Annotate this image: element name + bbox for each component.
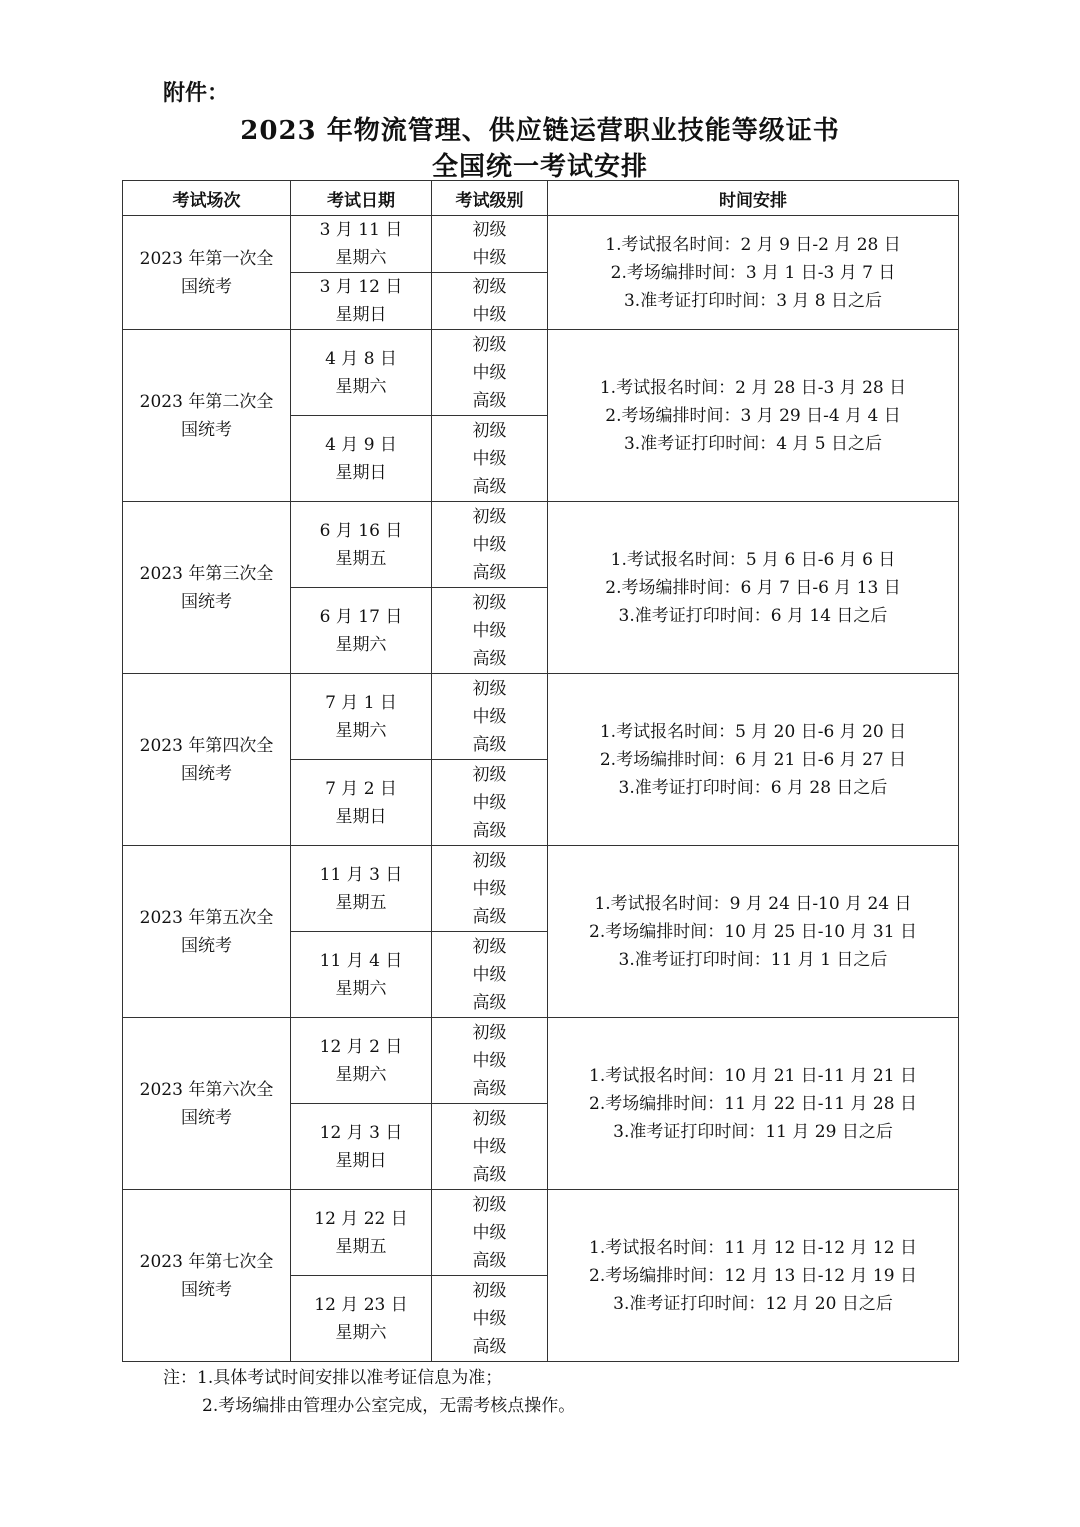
schedule-line: 2.考场编排时间：10 月 25 日-10 月 31 日	[589, 921, 917, 942]
exam-level: 高级	[472, 1336, 507, 1357]
exam-date-cell	[291, 216, 432, 273]
exam-level: 中级	[472, 1222, 507, 1243]
table-row	[123, 330, 959, 416]
exam-weekday: 星期五	[335, 892, 387, 913]
session-name-line2: 国统考	[181, 276, 232, 297]
exam-level: 高级	[472, 734, 507, 755]
exam-level: 初级	[472, 334, 507, 355]
header-schedule: 时间安排	[548, 181, 959, 216]
exam-level-cell	[432, 588, 548, 674]
exam-date: 7 月 2 日	[325, 778, 397, 799]
exam-level: 初级	[472, 1022, 507, 1043]
exam-date-cell	[291, 674, 432, 760]
exam-level: 初级	[472, 277, 507, 297]
schedule-cell	[548, 502, 959, 674]
exam-date-cell	[291, 330, 432, 416]
exam-date-cell	[291, 502, 432, 588]
schedule-line: 3.准考证打印时间：6 月 28 日之后	[618, 777, 888, 798]
schedule-line: 3.准考证打印时间：4 月 5 日之后	[623, 433, 883, 454]
exam-level: 高级	[472, 820, 507, 841]
exam-level: 高级	[472, 390, 507, 411]
exam-level: 初级	[472, 936, 507, 957]
exam-weekday: 星期六	[335, 1064, 387, 1085]
exam-level: 初级	[472, 678, 507, 699]
session-name-line2: 国统考	[181, 419, 232, 440]
exam-level: 初级	[472, 1194, 507, 1215]
header-session: 考试场次	[123, 181, 291, 216]
exam-level-cell	[432, 760, 548, 846]
schedule-cell	[548, 1018, 959, 1190]
exam-level-cell	[432, 502, 548, 588]
header-level: 考试级别	[432, 181, 548, 216]
table-row	[123, 1018, 959, 1104]
session-name-line2: 国统考	[181, 1107, 232, 1128]
document-title-line2: 全国统一考试安排	[431, 152, 648, 182]
exam-level: 高级	[472, 1164, 507, 1185]
exam-level: 中级	[472, 878, 507, 899]
exam-weekday: 星期五	[335, 548, 387, 569]
session-cell	[123, 1018, 291, 1190]
session-name-line2: 国统考	[181, 1279, 232, 1300]
session-name-line1: 2023 年第一次全	[139, 248, 274, 269]
schedule-line: 2.考场编排时间：11 月 22 日-11 月 28 日	[589, 1093, 917, 1114]
exam-level: 中级	[472, 1136, 507, 1157]
exam-level: 高级	[472, 1250, 507, 1271]
exam-weekday: 星期六	[335, 978, 387, 999]
session-name-line1: 2023 年第二次全	[139, 391, 274, 412]
exam-level: 初级	[472, 1108, 507, 1129]
exam-weekday: 星期六	[335, 634, 387, 655]
schedule-cell	[548, 1190, 959, 1362]
schedule-cell	[548, 674, 959, 846]
attachment-label: 附件：	[163, 80, 230, 106]
exam-level: 初级	[472, 850, 507, 871]
schedule-cell	[548, 846, 959, 1018]
exam-level: 中级	[472, 964, 507, 985]
schedule-line: 3.准考证打印时间：12 月 20 日之后	[613, 1293, 893, 1314]
exam-date-cell	[291, 273, 432, 330]
exam-level: 中级	[472, 248, 507, 268]
notes	[163, 1364, 575, 1420]
exam-level-cell	[432, 674, 548, 760]
exam-date: 12 月 3 日	[319, 1122, 403, 1143]
schedule-line: 1.考试报名时间：11 月 12 日-12 月 12 日	[589, 1237, 917, 1258]
header-date: 考试日期	[291, 181, 432, 216]
exam-level: 中级	[472, 792, 507, 813]
schedule-line: 1.考试报名时间：9 月 24 日-10 月 24 日	[594, 893, 912, 914]
exam-weekday: 星期六	[335, 720, 387, 741]
exam-level: 中级	[472, 620, 507, 641]
exam-level: 中级	[472, 534, 507, 555]
session-name-line2: 国统考	[181, 763, 232, 784]
exam-weekday: 星期日	[335, 806, 387, 827]
exam-level: 中级	[472, 1308, 507, 1329]
exam-date-cell	[291, 1104, 432, 1190]
exam-level: 初级	[472, 592, 507, 613]
exam-weekday: 星期六	[335, 248, 387, 268]
session-name-line2: 国统考	[181, 591, 232, 612]
exam-date-cell	[291, 932, 432, 1018]
schedule-line: 1.考试报名时间：2 月 28 日-3 月 28 日	[599, 377, 907, 398]
exam-level: 初级	[472, 420, 507, 441]
schedule-line: 1.考试报名时间：5 月 6 日-6 月 6 日	[610, 549, 896, 570]
exam-weekday: 星期五	[335, 1236, 387, 1257]
exam-date: 6 月 17 日	[319, 606, 403, 627]
exam-date-cell	[291, 1276, 432, 1362]
table-row	[123, 1190, 959, 1276]
session-cell	[123, 674, 291, 846]
session-name-line2: 国统考	[181, 935, 232, 956]
exam-date: 4 月 9 日	[325, 434, 397, 455]
document-title-line1: 2023 年物流管理、供应链运营职业技能等级证书	[240, 116, 840, 146]
exam-weekday: 星期日	[335, 1150, 387, 1171]
exam-weekday: 星期六	[335, 376, 387, 397]
schedule-line: 2.考场编排时间：3 月 1 日-3 月 7 日	[610, 262, 896, 283]
exam-date: 12 月 2 日	[319, 1036, 403, 1057]
exam-date: 3 月 11 日	[319, 220, 403, 240]
exam-date: 12 月 23 日	[314, 1294, 408, 1315]
exam-level-cell	[432, 216, 548, 273]
session-cell	[123, 502, 291, 674]
schedule-line: 1.考试报名时间：5 月 20 日-6 月 20 日	[599, 721, 907, 742]
exam-date-cell	[291, 588, 432, 674]
exam-level-cell	[432, 330, 548, 416]
exam-level: 高级	[472, 562, 507, 583]
exam-date: 11 月 4 日	[319, 950, 403, 971]
session-name-line1: 2023 年第七次全	[139, 1251, 274, 1272]
exam-level: 高级	[472, 1078, 507, 1099]
exam-date: 4 月 8 日	[325, 348, 397, 369]
schedule-line: 3.准考证打印时间：11 月 29 日之后	[613, 1121, 893, 1142]
schedule-line: 3.准考证打印时间：3 月 8 日之后	[623, 290, 883, 311]
exam-weekday: 星期日	[335, 462, 387, 483]
exam-level-cell	[432, 1276, 548, 1362]
schedule-line: 2.考场编排时间：6 月 7 日-6 月 13 日	[605, 577, 901, 598]
schedule-line: 2.考场编排时间：6 月 21 日-6 月 27 日	[599, 749, 907, 770]
exam-level: 初级	[472, 764, 507, 785]
exam-level-cell	[432, 1104, 548, 1190]
table-row	[123, 502, 959, 588]
exam-level: 中级	[472, 706, 507, 727]
exam-date: 11 月 3 日	[319, 864, 403, 885]
exam-schedule-table	[122, 180, 959, 1362]
exam-level-cell	[432, 416, 548, 502]
schedule-line: 3.准考证打印时间：6 月 14 日之后	[618, 605, 888, 626]
exam-level: 高级	[472, 648, 507, 669]
exam-level: 高级	[472, 476, 507, 497]
schedule-line: 2.考场编排时间：3 月 29 日-4 月 4 日	[605, 405, 901, 426]
exam-date-cell	[291, 1018, 432, 1104]
exam-date-cell	[291, 1190, 432, 1276]
schedule-line: 3.准考证打印时间：11 月 1 日之后	[618, 949, 888, 970]
exam-weekday: 星期日	[335, 305, 387, 325]
exam-level: 初级	[472, 506, 507, 527]
exam-weekday: 星期六	[335, 1322, 387, 1343]
schedule-cell	[548, 216, 959, 330]
schedule-line: 2.考场编排时间：12 月 13 日-12 月 19 日	[589, 1265, 917, 1286]
exam-level-cell	[432, 273, 548, 330]
session-cell	[123, 1190, 291, 1362]
exam-date: 6 月 16 日	[319, 520, 403, 541]
exam-date: 3 月 12 日	[319, 277, 403, 297]
schedule-line: 1.考试报名时间：10 月 21 日-11 月 21 日	[589, 1065, 917, 1086]
session-cell	[123, 216, 291, 330]
exam-level-cell	[432, 846, 548, 932]
exam-level: 高级	[472, 906, 507, 927]
exam-date: 12 月 22 日	[314, 1208, 408, 1229]
exam-date: 7 月 1 日	[325, 692, 397, 713]
exam-level-cell	[432, 1018, 548, 1104]
note-2: 2.考场编排由管理办公室完成，无需考核点操作。	[202, 1396, 576, 1416]
exam-level: 高级	[472, 992, 507, 1013]
exam-level-cell	[432, 932, 548, 1018]
table-row	[123, 846, 959, 932]
table-row	[123, 216, 959, 273]
exam-level: 中级	[472, 1050, 507, 1071]
table-header-row	[123, 181, 959, 216]
exam-level: 中级	[472, 448, 507, 469]
schedule-cell	[548, 330, 959, 502]
exam-level: 初级	[472, 220, 507, 240]
session-cell	[123, 330, 291, 502]
session-name-line1: 2023 年第六次全	[139, 1079, 274, 1100]
session-name-line1: 2023 年第三次全	[139, 563, 274, 584]
exam-level-cell	[432, 1190, 548, 1276]
table-row	[123, 674, 959, 760]
schedule-line: 1.考试报名时间：2 月 9 日-2 月 28 日	[605, 234, 901, 255]
exam-date-cell	[291, 846, 432, 932]
session-cell	[123, 846, 291, 1018]
exam-level: 中级	[472, 362, 507, 383]
exam-level: 初级	[472, 1280, 507, 1301]
session-name-line1: 2023 年第四次全	[139, 735, 274, 756]
note-1: 注：1.具体考试时间安排以准考证信息为准；	[163, 1368, 503, 1388]
exam-date-cell	[291, 760, 432, 846]
session-name-line1: 2023 年第五次全	[139, 907, 274, 928]
exam-level: 中级	[472, 305, 507, 325]
exam-date-cell	[291, 416, 432, 502]
